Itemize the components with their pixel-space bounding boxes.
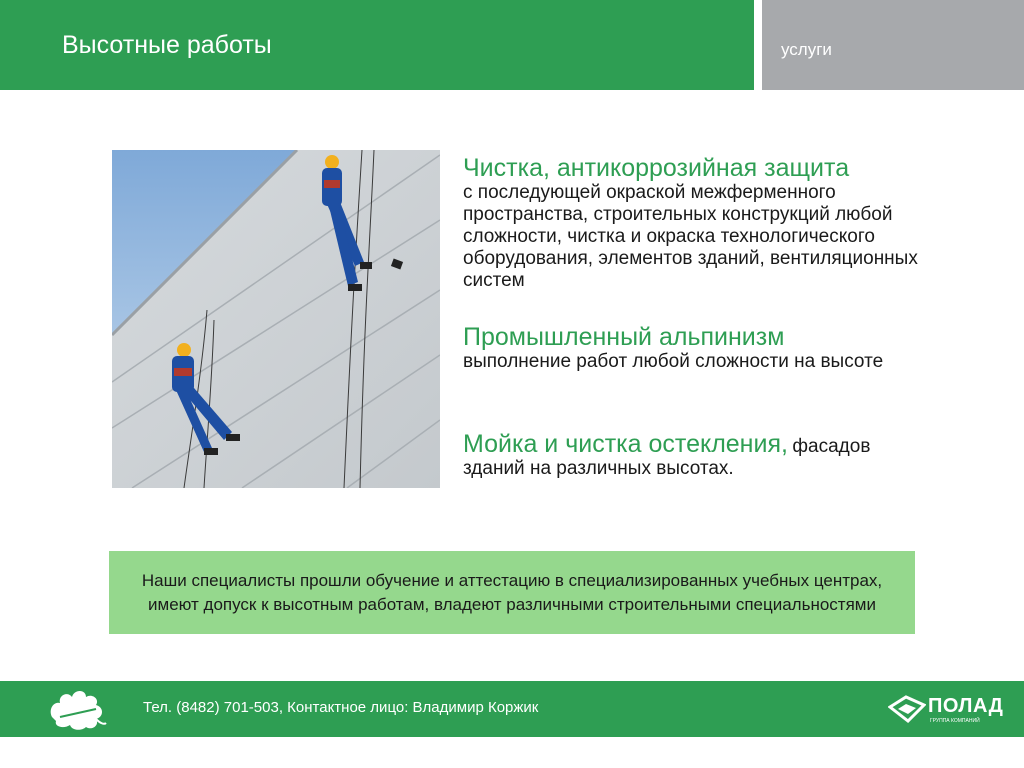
qualification-note-text: Наши специалисты прошли обучение и аттестацию в специализированных учебных центрах, имеют допуск к высотным работам, владеют различными строительными специальностями <box>141 570 883 614</box>
service-description: выполнение работ любой сложности на высоте <box>463 351 884 372</box>
header-divider <box>754 0 762 90</box>
service-title: Промышленный альпинизм <box>463 323 785 351</box>
service-industrial-alpinism <box>463 323 963 373</box>
brand-subtitle: ГРУППА КОМПАНИЙ <box>930 718 980 724</box>
polad-logo-icon <box>888 695 926 723</box>
service-title: Мойка и чистка остекления, <box>463 430 788 458</box>
service-cleaning-anticorrosion <box>463 154 963 292</box>
service-title: Чистка, антикоррозийная защита <box>463 154 850 182</box>
qualification-note <box>109 551 915 634</box>
footer-bar <box>0 681 1024 737</box>
service-title-suffix: фасадов <box>792 436 871 457</box>
service-glazing-washing <box>463 430 963 480</box>
oak-leaf-icon <box>46 687 108 731</box>
header-bar <box>0 0 754 90</box>
contact-info: Тел. (8482) 701-503, Контактное лицо: Владимир Коржик <box>143 699 539 716</box>
service-description: зданий на различных высотах. <box>463 458 734 479</box>
brand-name: ПОЛАД <box>928 695 1004 717</box>
page-title: Высотные работы <box>62 31 272 59</box>
service-description: с последующей окраской межферменного пространства, строительных конструкций любой сложности, чистка и окраска технологического оборудования, элементов зданий, вентиляционных систем <box>463 182 918 291</box>
section-label: услуги <box>781 40 832 59</box>
brand-logo <box>888 693 1008 727</box>
climbers-photo <box>112 150 440 488</box>
